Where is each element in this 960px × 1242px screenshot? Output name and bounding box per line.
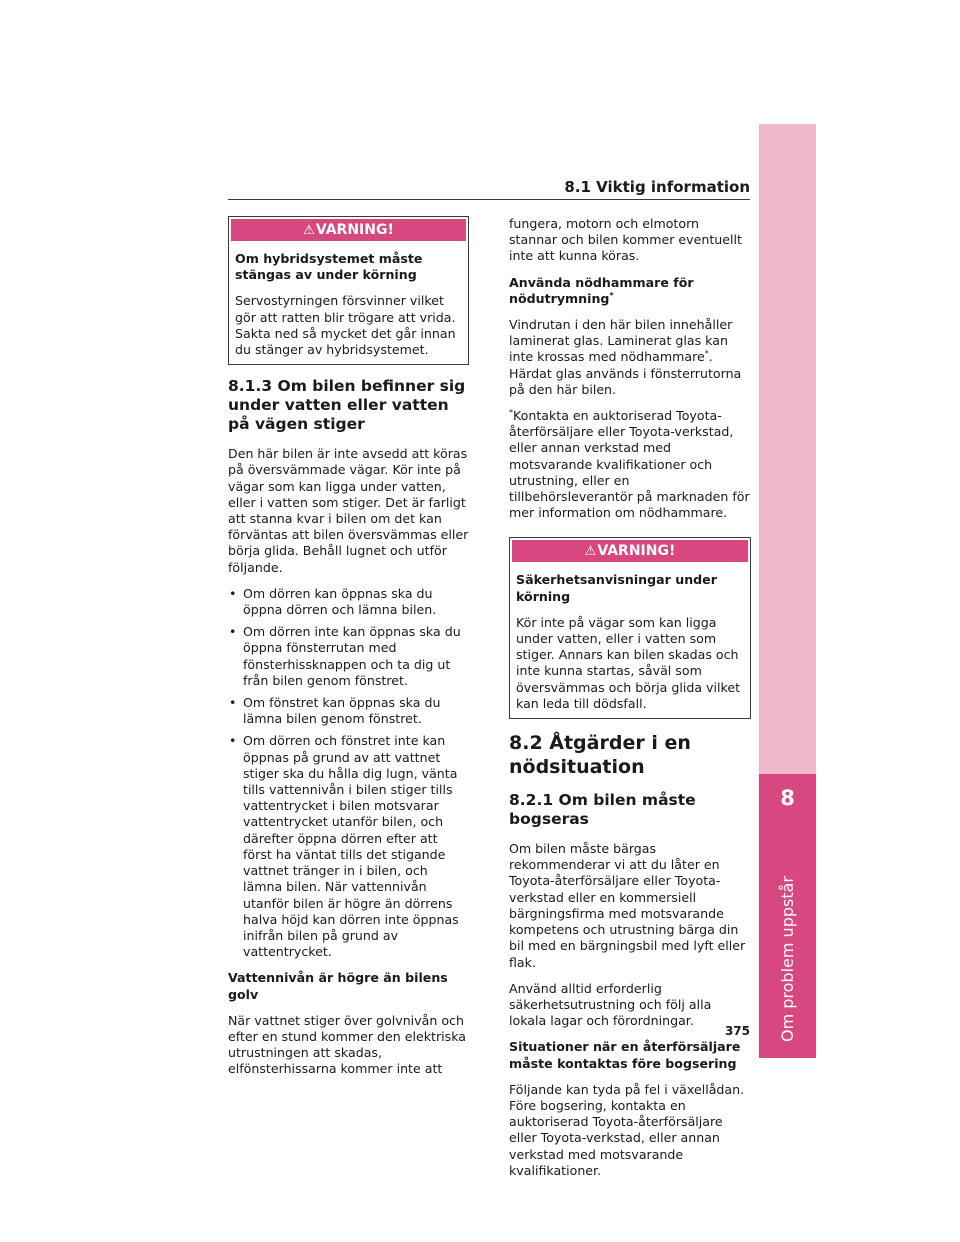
running-header: 8.1 Viktig information	[564, 178, 750, 196]
hammer-subheading: Använda nödhammare för nödutrymning*	[509, 274, 694, 306]
footnote: *Kontakta en auktoriserad Toyota-återförsäljare eller Toyota-verkstad, eller annan verkstad med motsvarande kvalifikationer och utrustning, eller en tillbehörsleverantör på marknaden för mer information om nödhammare.	[509, 407, 750, 521]
chapter-heading-8-2: 8.2 Åtgärder i en nödsituation	[509, 732, 691, 779]
warning-header	[231, 219, 466, 241]
warning-title: Om hybridsystemet måste stängas av under körning	[235, 251, 423, 283]
header-rule	[228, 199, 750, 200]
warning-text: Kör inte på vägar som kan ligga under vatten, eller i vatten som stiger. Annars kan bilen skadas och inte kunna startas, såväl som översvämmas och börja glida vilket kan leda till dödsfall.	[516, 614, 741, 711]
warning-label: VARNING!	[597, 543, 676, 560]
list-item: • Om dörren kan öppnas ska du öppna dörren och lämna bilen.	[228, 586, 469, 618]
list-item: • Om dörren inte kan öppnas ska du öppna fönsterrutan med fönsterhissknappen och ta dig ut från bilen genom fönstret.	[228, 624, 469, 689]
section-heading-8-2-1: 8.2.1 Om bilen måste bogseras	[509, 791, 696, 829]
bullet-list	[228, 586, 469, 960]
right-column	[509, 216, 751, 1189]
intro-paragraph: Den här bilen är inte avsedd att köras på översvämmade vägar. Kör inte på vägar som kan ligga under vatten, eller i vatten som stiger. Det är farligt att stanna kvar i bilen om det kan förväntas att bilen översvämmas eller börja glida. Behåll lugnet och utför följande.	[228, 446, 469, 575]
water-level-subheading: Vattennivån är högre än bilens golv	[228, 970, 448, 1002]
towing-subheading: Situationer när en återförsäljare måste kontaktas före bogsering	[509, 1039, 741, 1071]
towing-text-2: Använd alltid erforderlig säkerhetsutrustning och följ alla lokala lagar och förordningar.	[509, 980, 712, 1029]
warning-title: Säkerhetsanvisningar under körning	[516, 572, 717, 604]
warning-box-driving	[509, 537, 751, 719]
left-column	[228, 216, 469, 1088]
hammer-text: Vindrutan i den här bilen innehåller laminerat glas. Laminerat glas kan inte krossas med nödhammare*. Härdat glas används i fönsterrutorna på den här bilen.	[509, 317, 742, 397]
towing-text-3: Följande kan tyda på fel i växellådan. Före bogsering, kontakta en auktoriserad Toyota-återförsäljare eller Toyota-verkstad, eller annan verkstad med motsvarande kvalifikationer.	[509, 1081, 745, 1178]
chapter-number: 8	[780, 786, 795, 810]
water-level-text: När vattnet stiger över golvnivån och efter en stund kommer den elektriska utrustningen att skadas, elfönsterhissarna kommer inte att	[228, 1012, 467, 1077]
towing-text-1: Om bilen måste bärgas rekommenderar vi att du låter en Toyota-återförsäljare eller Toyota-verkstad eller en kommersiell bärgningsfirma med motsvarande kompetens och utrustning bärga din bil med en bärgningsbil med lyft eller flak.	[509, 841, 746, 970]
warning-label: VARNING!	[315, 222, 394, 238]
warning-box-hybrid	[228, 216, 469, 365]
continuation-text: fungera, motorn och elmotorn stannar och bilen kommer eventuellt inte att kunna köras.	[509, 216, 742, 264]
warning-text: Servostyrningen försvinner vilket gör att ratten blir trögare att vrida. Sakta ned så mycket det går innan du stänger av hybridsystemet.	[235, 293, 456, 358]
warning-triangle-icon: ⚠	[303, 223, 315, 238]
warning-triangle-icon: ⚠	[584, 544, 597, 560]
list-item: • Om dörren och fönstret inte kan öppnas på grund av att vattnet stiger ska du hålla dig lugn, vänta tills vattennivån i bilen stiger tills vattentrycket i bilen motsvarar vattentrycket utanför bilen, och därefter öppna dörren efter att först ha väntat tills det stigande vattnet tränger in i bilen, och lämna bilen. När vattennivån utanför bilen är högre än dörrens halva höjd kan dörren inte öppnas inifrån bilen på grund av vattentrycket.	[228, 733, 469, 960]
chapter-title: Om problem uppstår	[778, 876, 797, 1042]
section-heading-8-1-3: 8.1.3 Om bilen befinner sig under vatten eller vatten på vägen stiger	[228, 377, 466, 434]
page-number: 375	[724, 1024, 750, 1038]
list-item: • Om fönstret kan öppnas ska du lämna bilen genom fönstret.	[228, 695, 469, 727]
warning-header	[512, 540, 748, 562]
